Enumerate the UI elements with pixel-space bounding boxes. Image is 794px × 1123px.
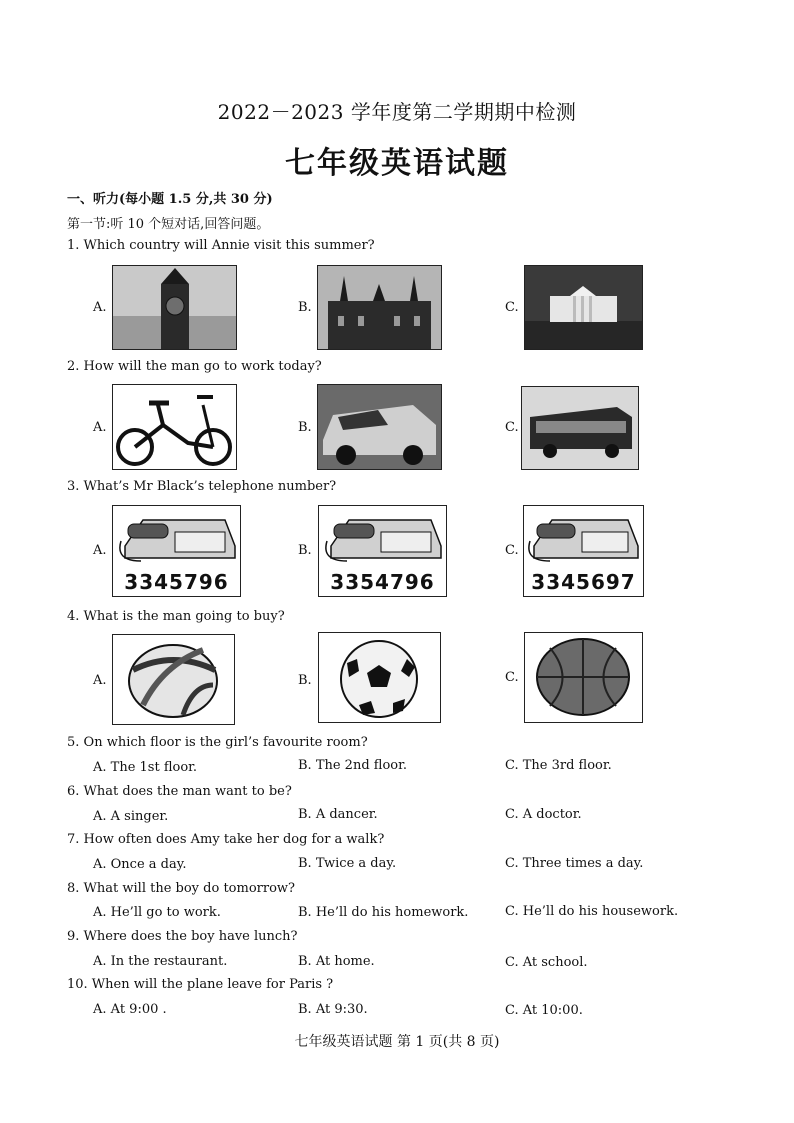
q5-option-a: A. The 1st floor.	[93, 760, 198, 775]
q9-option-c: C. At school.	[505, 955, 588, 970]
bus-photo	[521, 386, 639, 470]
question-10: 10. When will the plane leave for Paris ?	[67, 977, 334, 992]
bus-image	[522, 387, 638, 469]
red-building-image	[318, 266, 441, 349]
q9-option-b: B. At home.	[298, 954, 375, 969]
big-ben-image	[113, 266, 236, 349]
exam-title: 2022－2023 学年度第二学期期中检测	[217, 100, 577, 124]
exam-subtitle: 七年级英语试题	[285, 146, 509, 181]
q6-option-a: A. A singer.	[93, 809, 169, 824]
question-6: 6. What does the man want to be?	[67, 784, 292, 799]
telephone-icon	[524, 506, 643, 568]
red-building-photo	[317, 265, 442, 350]
volleyball-image	[113, 635, 234, 724]
telephone-card-b	[318, 505, 447, 597]
q8-option-c: C. He’ll do his housework.	[505, 904, 679, 919]
telephone-card-a	[112, 505, 241, 597]
q3-option-c-label: C.	[505, 543, 519, 558]
q10-option-a: A. At 9:00 .	[93, 1002, 167, 1017]
phone-number-b: 3354796	[330, 570, 435, 594]
bicycle-image	[113, 385, 236, 469]
question-8: 8. What will the boy do tomorrow?	[67, 881, 295, 896]
telephone-icon	[113, 506, 240, 568]
part-instruction: 第一节:听 10 个短对话,回答问题。	[67, 217, 270, 232]
q7-option-a: A. Once a day.	[93, 857, 187, 872]
phone-number-c: 3345697	[531, 570, 636, 594]
question-3: 3. What’s Mr Black’s telephone number?	[67, 479, 337, 494]
q1-option-a-label: A.	[93, 300, 107, 315]
big-ben-photo	[112, 265, 237, 350]
q9-option-a: A. In the restaurant.	[93, 954, 228, 969]
car-photo	[317, 384, 442, 470]
phone-number-a: 3345796	[124, 570, 229, 594]
q2-option-b-label: B.	[298, 420, 312, 435]
section-heading: 一、听力(每小题 1.5 分,共 30 分)	[67, 192, 273, 207]
q8-option-b: B. He’ll do his homework.	[298, 905, 469, 920]
q1-option-c-label: C.	[505, 300, 519, 315]
question-7: 7. How often does Amy take her dog for a walk?	[67, 832, 385, 847]
page-footer: 七年级英语试题 第 1 页(共 8 页)	[294, 1034, 500, 1050]
soccer-ball-image	[319, 633, 440, 722]
white-house-image	[525, 266, 642, 349]
soccer-ball-photo	[318, 632, 441, 723]
q6-option-c: C. A doctor.	[505, 807, 582, 822]
question-1: 1. Which country will Annie visit this summer?	[67, 238, 375, 253]
q7-option-b: B. Twice a day.	[298, 856, 397, 871]
q4-option-c-label: C.	[505, 670, 519, 685]
question-5: 5. On which floor is the girl’s favourite room?	[67, 735, 368, 750]
q2-option-a-label: A.	[93, 420, 107, 435]
q2-option-c-label: C.	[505, 420, 519, 435]
q8-option-a: A. He’ll go to work.	[93, 905, 221, 920]
q5-option-c: C. The 3rd floor.	[505, 758, 612, 773]
q3-option-b-label: B.	[298, 543, 312, 558]
q10-option-b: B. At 9:30.	[298, 1002, 368, 1017]
q7-option-c: C. Three times a day.	[505, 856, 644, 871]
basketball-image	[525, 633, 642, 722]
question-4: 4. What is the man going to buy?	[67, 609, 285, 624]
question-9: 9. Where does the boy have lunch?	[67, 929, 298, 944]
q3-option-a-label: A.	[93, 543, 107, 558]
telephone-card-c	[523, 505, 644, 597]
question-2: 2. How will the man go to work today?	[67, 359, 322, 374]
car-image	[318, 385, 441, 469]
bicycle-photo	[112, 384, 237, 470]
q4-option-b-label: B.	[298, 673, 312, 688]
telephone-icon	[319, 506, 446, 568]
basketball-photo	[524, 632, 643, 723]
q4-option-a-label: A.	[93, 673, 107, 688]
q5-option-b: B. The 2nd floor.	[298, 758, 408, 773]
volleyball-photo	[112, 634, 235, 725]
white-house-photo	[524, 265, 643, 350]
q1-option-b-label: B.	[298, 300, 312, 315]
q6-option-b: B. A dancer.	[298, 807, 378, 822]
q10-option-c: C. At 10:00.	[505, 1003, 583, 1018]
